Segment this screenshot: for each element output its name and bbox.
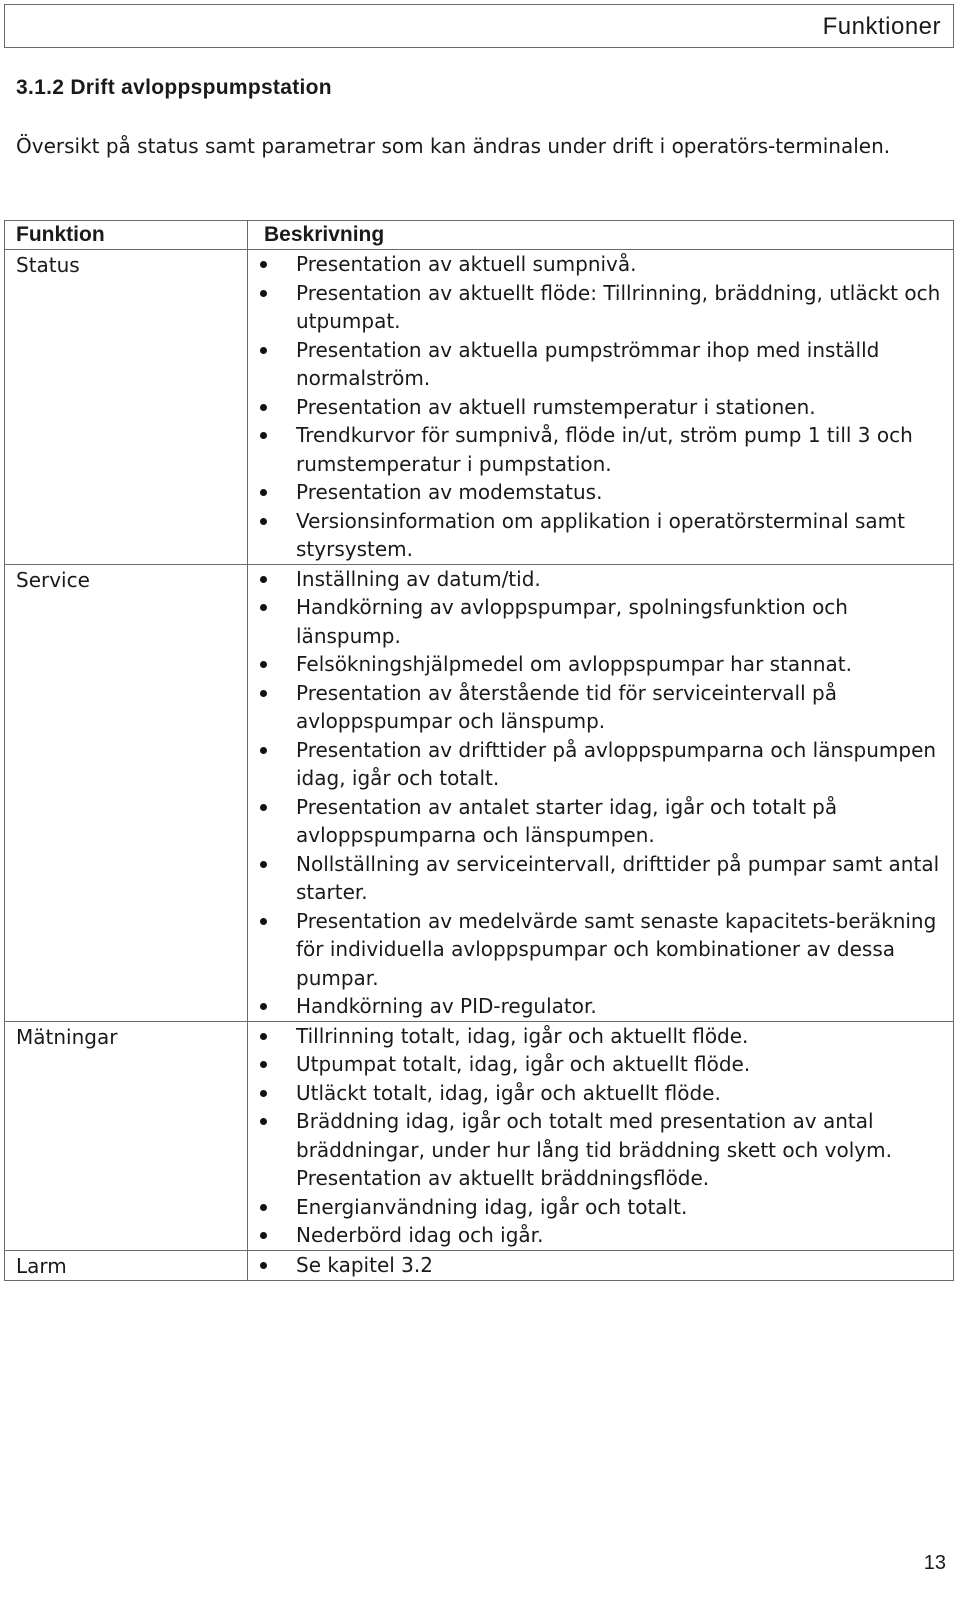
bullet-icon [260,1262,267,1269]
list-item-text: Presentation av medelvärde samt senaste kapacitets-beräkning för individuella avloppspumpar och kombinationer av dessa pumpar. [296,908,937,990]
bullet-icon [260,1118,267,1125]
bullet-icon [260,804,267,811]
list-item [248,992,953,1021]
list-item [248,393,953,422]
bullet-icon [260,576,267,583]
table-row [5,250,954,565]
list-item [248,279,953,336]
bullet-icon [260,604,267,611]
function-table [4,220,954,1281]
bullet-icon [260,489,267,496]
list-item-text: Presentation av aktuell sumpnivå. [296,252,637,276]
column-header-description: Beskrivning [248,221,954,250]
list-item-text: Nollställning av serviceintervall, drifttider på pumpar samt antal starter. [296,851,940,904]
table-header-row [5,221,954,250]
list-item [248,793,953,850]
list-item [248,421,953,478]
bullet-list [248,250,953,564]
bullet-icon [260,1090,267,1097]
list-item-text: Handkörning av PID-regulator. [296,994,597,1018]
bullet-list [248,1022,953,1250]
function-name: Service [5,564,248,1021]
list-item-text: Felsökningshjälpmedel om avloppspumpar har stannat. [296,652,852,676]
bullet-icon [260,690,267,697]
table-row [5,564,954,1021]
function-name: Larm [5,1250,248,1280]
list-item-text: Utläckt totalt, idag, igår och aktuellt flöde. [296,1080,721,1105]
intro-paragraph: Översikt på status samt parametrar som kan ändras under drift i operatörs-terminalen. [16,134,891,158]
list-item-text: Utpumpat totalt, idag, igår och aktuellt flöde. [296,1052,751,1076]
list-item [248,250,953,279]
bullet-icon [260,747,267,754]
list-item [248,593,953,650]
function-description [248,564,954,1021]
table-body [5,250,954,1281]
list-item [248,736,953,793]
bullet-icon [260,1061,267,1068]
list-item-text: Presentation av aktuella pumpströmmar ihop med inställd normalström. [296,337,880,390]
list-item-text: Nederbörd idag och igår. [296,1223,544,1247]
table-row [5,1021,954,1250]
bullet-icon [260,861,267,868]
list-item [248,650,953,679]
table-row [5,1250,954,1280]
list-item-text: Presentation av återstående tid för serviceintervall på avloppspumpar och länspump. [296,680,837,733]
list-item-text: Presentation av antalet starter idag, igår och totalt på avloppspumparna och länspumpen. [296,794,838,847]
list-item [248,1079,953,1108]
list-item-text: Presentation av modemstatus. [296,480,603,504]
list-item-text: Energianvändning idag, igår och totalt. [296,1194,688,1219]
list-item-text: Presentation av drifttider på avloppspumparna och länspumpen idag, igår och totalt. [296,737,937,790]
list-item [248,1221,953,1250]
list-item [248,565,953,594]
list-item [248,1107,953,1193]
list-item-text: Inställning av datum/tid. [296,566,541,591]
list-item [248,1022,953,1051]
column-header-function: Funktion [5,221,248,250]
function-name: Status [5,250,248,565]
list-item [248,907,953,993]
bullet-icon [260,404,267,411]
list-item-text: Se kapitel 3.2 [296,1252,433,1277]
bullet-icon [260,918,267,925]
list-item-text: Presentation av aktuellt flöde: Tillrinning, bräddning, utläckt och utpumpat. [296,280,941,333]
list-item [248,507,953,564]
list-item-text: Versionsinformation om applikation i operatörsterminal samt styrsystem. [296,508,905,561]
bullet-icon [260,347,267,354]
page-number: 13 [923,1552,946,1574]
bullet-icon [260,1033,267,1040]
bullet-list [248,1251,953,1280]
list-item [248,336,953,393]
list-item [248,1050,953,1079]
list-item-text: Trendkurvor för sumpnivå, flöde in/ut, ström pump 1 till 3 och rumstemperatur i pumpstation. [296,423,913,476]
page-header [4,4,954,48]
list-item [248,679,953,736]
function-description [248,1021,954,1250]
bullet-icon [260,290,267,297]
function-description [248,1250,954,1280]
list-item [248,1193,953,1222]
function-description [248,250,954,565]
bullet-icon [260,518,267,525]
section-heading: 3.1.2 Drift avloppspumpstation [16,76,332,99]
list-item [248,1251,953,1280]
header-title: Funktioner [822,13,941,40]
list-item [248,850,953,907]
bullet-icon [260,432,267,439]
list-item-text: Handkörning av avloppspumpar, spolningsfunktion och länspump. [296,595,848,648]
bullet-icon [260,1003,267,1010]
list-item-text: Bräddning idag, igår och totalt med presentation av antal bräddningar, under hur lång tid bräddning skett och volym. Presentation av aktuellt bräddningsflöde. [296,1109,892,1190]
list-item-text: Presentation av aktuell rumstemperatur i stationen. [296,394,816,419]
list-item [248,478,953,507]
bullet-icon [260,1232,267,1239]
bullet-list [248,565,953,1021]
list-item-text: Tillrinning totalt, idag, igår och aktuellt flöde. [296,1023,749,1048]
bullet-icon [260,1204,267,1211]
function-name: Mätningar [5,1021,248,1250]
bullet-icon [260,261,267,268]
bullet-icon [260,661,267,668]
